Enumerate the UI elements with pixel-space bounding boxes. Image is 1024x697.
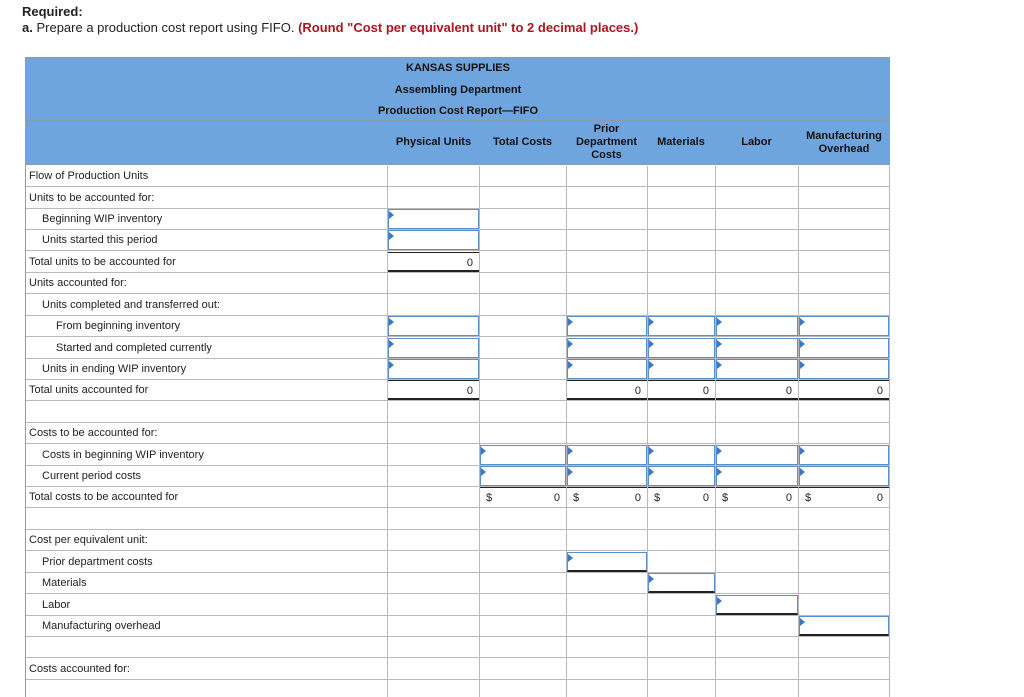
company-name: KANSAS SUPPLIES [406,62,510,74]
ending-wip-labor-input[interactable] [716,359,798,379]
column-divider [889,166,890,697]
beg-wip-physical-input[interactable] [388,209,479,229]
total-costs-materials [648,487,715,507]
table-row [26,616,890,637]
current-costs-overhead-input[interactable] [799,466,889,486]
table-row [26,637,890,658]
costs-beg-wip-prior-input[interactable] [567,445,647,465]
total-units-accounted-materials: 0 [648,380,715,400]
from-beg-overhead-input[interactable] [799,316,889,336]
required-heading: Required: [22,4,83,19]
table-row [26,295,890,316]
col-total-costs: Total Costs [492,136,553,148]
total-units-accounted-labor: 0 [716,380,798,400]
costs-beg-wip-total-input[interactable] [480,445,566,465]
production-cost-report [25,57,890,697]
table-row [26,552,890,573]
started-completed-prior-input[interactable] [567,338,647,358]
column-divider [566,166,567,697]
started-completed-overhead-input[interactable] [799,338,889,358]
from-beg-labor-input[interactable] [716,316,798,336]
report-title: Production Cost Report—FIFO [377,105,539,117]
task-instruction [22,20,638,35]
cost-per-eu-overhead-input[interactable] [799,616,889,636]
row-label: Materials [42,577,87,589]
row-label: Total units accounted for [29,384,149,396]
current-costs-labor-input[interactable] [716,466,798,486]
current-costs-materials-input[interactable] [648,466,715,486]
costs-beg-wip-labor-input[interactable] [716,445,798,465]
table-row [26,166,890,187]
task-note: (Round "Cost per equivalent unit" to 2 decimal places.) [298,20,639,35]
table-row [26,659,890,680]
total-units-to-account-physical: 0 [388,252,479,272]
from-beg-materials-input[interactable] [648,316,715,336]
ending-wip-prior-input[interactable] [567,359,647,379]
row-label: Beginning WIP inventory [42,213,163,225]
col-manufacturing-overhead: Manufacturing Overhead [806,129,882,155]
row-label: Units accounted for: [29,277,127,289]
col-prior-dept-costs: Prior Department Costs [575,123,638,161]
total-units-accounted-overhead: 0 [799,380,889,400]
current-costs-total-input[interactable] [480,466,566,486]
currency-symbol: $ [573,492,580,504]
total-units-accounted-prior: 0 [567,380,647,400]
row-label: Total units to be accounted for [29,256,176,268]
current-costs-prior-input[interactable] [567,466,647,486]
row-label: Manufacturing overhead [42,620,161,632]
column-header-band [26,121,890,165]
department-name: Assembling Department [394,84,522,96]
from-beg-physical-input[interactable] [388,316,479,336]
row-label: Units in ending WIP inventory [42,363,187,375]
ending-wip-physical-input[interactable] [388,359,479,379]
started-completed-materials-input[interactable] [648,338,715,358]
total-units-accounted-physical: 0 [388,380,479,400]
column-divider [479,166,480,697]
total-costs-overhead [799,487,889,507]
task-prefix: a. [22,20,33,35]
total-costs-prior-value: 0 [634,492,641,504]
cost-per-eu-materials-input[interactable] [648,573,715,593]
total-costs-labor-value: 0 [785,492,792,504]
currency-symbol: $ [654,492,661,504]
ending-wip-materials-input[interactable] [648,359,715,379]
row-label: Prior department costs [42,556,153,568]
started-completed-labor-input[interactable] [716,338,798,358]
costs-beg-wip-materials-input[interactable] [648,445,715,465]
table-row [26,573,890,594]
col-labor: Labor [741,136,772,148]
table-row [26,273,890,294]
row-label: Units to be accounted for: [29,192,155,204]
from-beg-prior-input[interactable] [567,316,647,336]
currency-symbol: $ [486,492,493,504]
row-label: Total costs to be accounted for [29,491,179,503]
row-label: Flow of Production Units [29,170,149,182]
table-row [26,188,890,209]
total-costs-prior [567,487,647,507]
table-row [26,402,890,423]
col-physical-units: Physical Units [395,136,472,148]
total-costs-labor [716,487,798,507]
total-costs-total-value: 0 [553,492,560,504]
table-row [26,423,890,444]
row-label: Started and completed currently [56,342,212,354]
currency-symbol: $ [805,492,812,504]
row-label: Cost per equivalent unit: [29,534,148,546]
row-label: From beginning inventory [56,320,181,332]
cost-per-eu-prior-input[interactable] [567,552,647,572]
row-label: Units completed and transferred out: [42,299,220,311]
costs-beg-wip-overhead-input[interactable] [799,445,889,465]
currency-symbol: $ [722,492,729,504]
row-label: Costs to be accounted for: [29,427,158,439]
total-costs-materials-value: 0 [702,492,709,504]
total-costs-total [480,487,566,507]
column-divider [715,166,716,697]
cost-per-eu-labor-input[interactable] [716,595,798,615]
row-label: Labor [42,599,71,611]
col-materials: Materials [657,136,705,148]
row-label: Units started this period [42,234,158,246]
column-divider [647,166,648,697]
table-row [26,509,890,530]
table-row [26,530,890,551]
row-label: Costs accounted for: [29,663,130,675]
started-completed-physical-input[interactable] [388,338,479,358]
task-text: Prepare a production cost report using FIFO. [36,20,295,35]
report-title-band [26,57,890,121]
started-physical-input[interactable] [388,230,479,250]
total-costs-overhead-value: 0 [876,492,883,504]
row-label: Costs in beginning WIP inventory [42,449,204,461]
row-label: Current period costs [42,470,142,482]
ending-wip-overhead-input[interactable] [799,359,889,379]
